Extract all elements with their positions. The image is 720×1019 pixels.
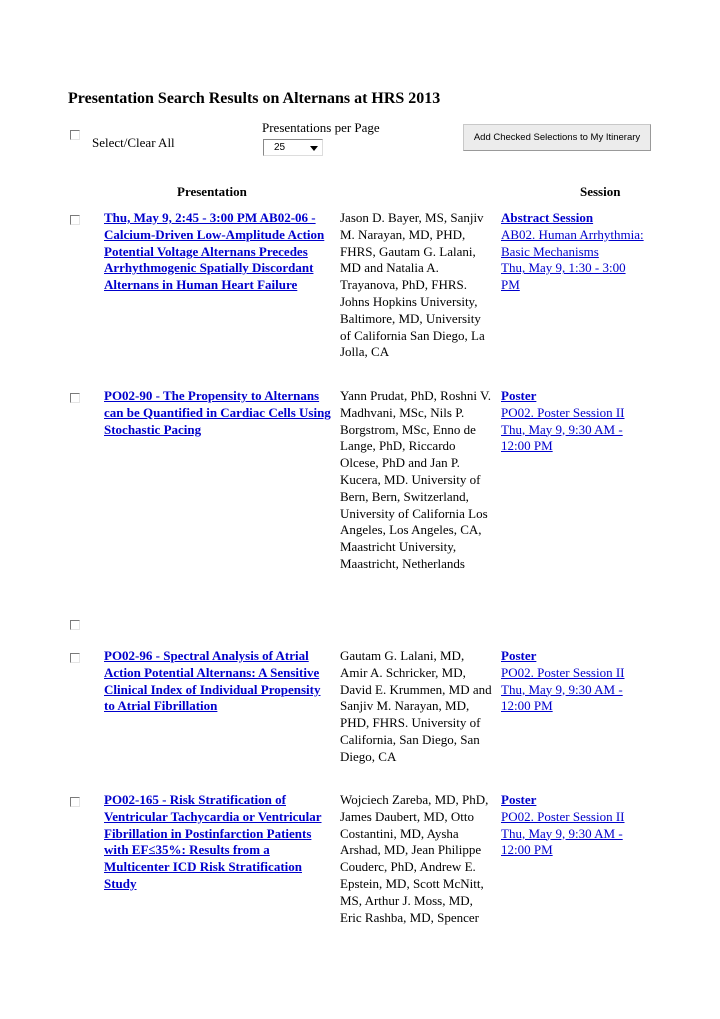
session-name-link[interactable]: AB02. Human Arrhythmia: Basic Mechanisms xyxy=(501,226,644,259)
presentation-authors: Gautam G. Lalani, MD, Amir A. Schricker, MD, David E. Krummen, MD and Sanjiv M. Narayan, MD, PHD, FHRS. University of California, San Diego, San Diego, CA xyxy=(340,648,492,764)
session-time-link[interactable]: Thu, May 9, 9:30 AM - 12:00 PM xyxy=(501,681,623,714)
row-checkbox[interactable] xyxy=(70,797,80,807)
select-clear-all-label: Select/Clear All xyxy=(92,135,175,150)
per-page-value: 25 xyxy=(274,142,286,153)
chevron-down-icon xyxy=(310,146,318,151)
session-time-link[interactable]: Thu, May 9, 9:30 AM - 12:00 PM xyxy=(501,825,623,858)
session-name-link[interactable]: PO02. Poster Session II xyxy=(501,664,625,680)
add-to-itinerary-button[interactable]: Add Checked Selections to My Itinerary xyxy=(463,124,651,151)
session-type-link[interactable]: Poster xyxy=(501,648,537,663)
row-checkbox[interactable] xyxy=(70,393,80,403)
session-info xyxy=(501,210,646,294)
presentation-authors: Wojciech Zareba, MD, PhD, James Daubert, MD, Otto Costantini, MD, Aysha Arshad, MD, Jean Philippe Couderc, PhD, Andrew E. Epstein, MD, Scott McNitt, MS, Arthur J. Moss, MD, Eric Rashba, MD, Spencer xyxy=(340,792,489,925)
presentation-column-header: Presentation xyxy=(177,184,247,199)
row-checkbox[interactable] xyxy=(70,653,80,663)
presentation-title-link[interactable]: PO02-165 - Risk Stratification of Ventricular Tachycardia or Ventricular Fibrillation in Postinfarction Patients with EF≤35%: Results from a Multicenter ICD Risk Stratification Study xyxy=(104,792,322,891)
session-time-link[interactable]: Thu, May 9, 9:30 AM - 12:00 PM xyxy=(501,421,623,454)
session-type-link[interactable]: Abstract Session xyxy=(501,210,594,225)
session-name-link[interactable]: PO02. Poster Session II xyxy=(501,404,625,420)
select-all-checkbox[interactable] xyxy=(70,130,80,140)
presentation-title-link[interactable]: PO02-90 - The Propensity to Alternans can be Quantified in Cardiac Cells Using Stochastic Pacing xyxy=(104,388,331,437)
per-page-select[interactable] xyxy=(263,139,323,156)
session-info xyxy=(501,388,646,455)
row-checkbox[interactable] xyxy=(70,620,80,630)
session-info xyxy=(501,648,646,715)
presentation-authors: Yann Prudat, PhD, Roshni V. Madhvani, MSc, Nils P. Borgstrom, MSc, Enno de Lange, PhD, Riccardo Olcese, PhD and Jan P. Kucera, MD. University of Bern, Bern, Switzerland, University of California Los Angeles, Los Angeles, CA, Maastricht University, Maastricht, Netherlands xyxy=(340,388,491,571)
presentations-per-page-label: Presentations per Page xyxy=(262,120,380,135)
session-info xyxy=(501,792,646,859)
presentation-authors: Jason D. Bayer, MS, Sanjiv M. Narayan, MD, PHD, FHRS, Gautam G. Lalani, MD and Natalia A. Trayanova, PhD, FHRS. Johns Hopkins University, Baltimore, MD, University of California San Diego, La Jolla, CA xyxy=(340,210,485,360)
session-name-link[interactable]: PO02. Poster Session II xyxy=(501,808,625,824)
page-title: Presentation Search Results on Alternans at HRS 2013 xyxy=(68,90,441,107)
session-column-header: Session xyxy=(580,184,621,199)
session-type-link[interactable]: Poster xyxy=(501,388,537,403)
session-type-link[interactable]: Poster xyxy=(501,792,537,807)
row-checkbox[interactable] xyxy=(70,215,80,225)
presentation-title-link[interactable]: PO02-96 - Spectral Analysis of Atrial Action Potential Alternans: A Sensitive Clinical Index of Individual Propensity to Atrial Fibrillation xyxy=(104,648,321,714)
presentation-title-link[interactable]: Thu, May 9, 2:45 - 3:00 PM AB02-06 - Calcium-Driven Low-Amplitude Action Potential Voltage Alternans Precedes Arrhythmogenic Spatially Discordant Alternans in Human Heart Failure xyxy=(104,210,325,293)
session-time-link[interactable]: Thu, May 9, 1:30 - 3:00 PM xyxy=(501,260,626,293)
